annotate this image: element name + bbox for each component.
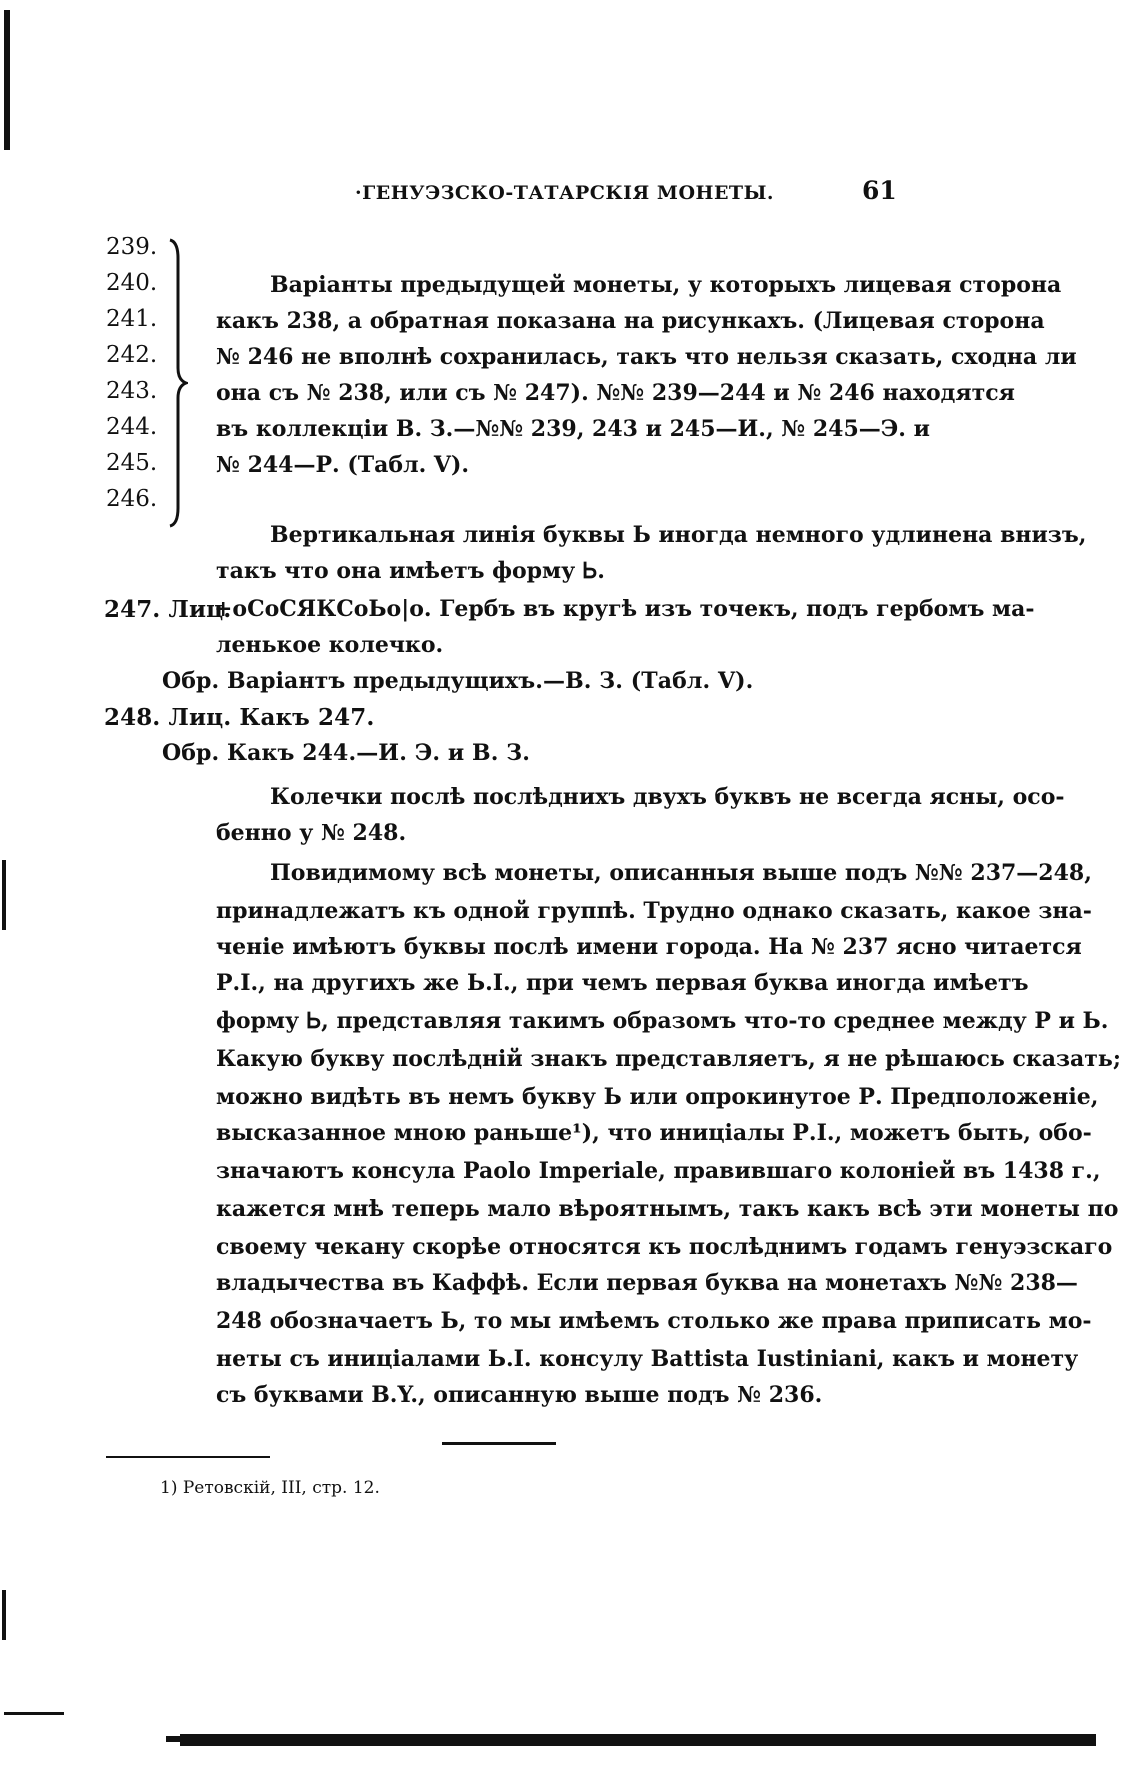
text-line: высказанное мною раньше¹), что иниціалы Р.І., можетъ быть, обо-	[216, 1120, 1092, 1146]
text-line: владычества въ Каффѣ. Если первая буква на монетахъ №№ 238—	[216, 1270, 1078, 1296]
footnote-rule	[106, 1456, 270, 1458]
text-line: ченіе имѣютъ буквы послѣ имени города. На № 237 ясно читается	[216, 934, 1082, 960]
text-line: неты съ иниціалами Ь.І. консулу Battista Iustiniani, какъ и монету	[216, 1346, 1079, 1372]
text-line: Повидимому всѣ монеты, описанныя выше подъ №№ 237—248,	[270, 860, 1092, 886]
text-line: кажется мнѣ теперь мало вѣроятнымъ, такъ какъ всѣ эти монеты по	[216, 1196, 1119, 1222]
item-number: 246.	[106, 486, 158, 512]
grouping-brace	[166, 238, 188, 528]
text-line: +оСоСЯКСоЬо|о. Гербъ въ кругѣ изъ точекъ, подъ гербомъ ма-	[214, 596, 1035, 622]
text-line: Варіанты предыдущей монеты, у которыхъ лицевая сторона	[270, 272, 1062, 298]
entry-label-247: 247. Лиц.	[104, 596, 232, 623]
margin-mark	[4, 1712, 64, 1715]
item-number: 243.	[106, 378, 158, 404]
item-number: 239.	[106, 234, 158, 260]
text-line: своему чекану скорѣе относятся къ послѣднимъ годамъ генуэзскаго	[216, 1234, 1113, 1260]
text-line: Какую букву послѣдній знакъ представляетъ, я не рѣшаюсь сказать;	[216, 1046, 1121, 1072]
text-line: № 246 не вполнѣ сохранилась, такъ что нельзя сказать, сходна ли	[216, 344, 1077, 370]
text-line: № 244—Р. (Табл. V).	[216, 452, 470, 478]
section-divider	[442, 1442, 556, 1445]
text-line: ленькое колечко.	[216, 632, 444, 658]
entry-reverse-247: Обр. Варіантъ предыдущихъ.—В. З. (Табл. V).	[162, 668, 754, 694]
text-line: такъ что она имѣетъ форму Ꮟ.	[216, 558, 605, 584]
item-number: 245.	[106, 450, 158, 476]
margin-mark	[4, 10, 10, 150]
margin-mark	[2, 1590, 6, 1640]
text-line: бенно у № 248.	[216, 820, 407, 846]
entry-label-248: 248. Лиц. Какъ 247.	[104, 704, 375, 731]
item-number: 242.	[106, 342, 158, 368]
text-line: форму Ꮟ, представляя такимъ образомъ что-то среднее между Р и Ь.	[216, 1008, 1109, 1034]
margin-mark	[2, 860, 6, 930]
text-line: съ буквами В.Y., описанную выше подъ № 236.	[216, 1382, 823, 1408]
item-number: 244.	[106, 414, 158, 440]
entry-reverse-248: Обр. Какъ 244.—И. Э. и В. З.	[162, 740, 530, 766]
item-number: 241.	[106, 306, 158, 332]
text-line: 248 обозначаетъ Ь, то мы имѣемъ столько же права приписать мо-	[216, 1308, 1092, 1334]
text-line: она съ № 238, или съ № 247). №№ 239—244 и № 246 находятся	[216, 380, 1015, 406]
text-line: значаютъ консула Paolo Imperiale, правившаго колоніей въ 1438 г.,	[216, 1158, 1101, 1184]
footnote: 1) Ретовскій, III, стр. 12.	[160, 1478, 380, 1498]
text-line: Вертикальная линія буквы Ь иногда немного удлинена внизъ,	[270, 522, 1087, 548]
item-number: 240.	[106, 270, 158, 296]
text-line: въ коллекціи В. З.—№№ 239, 243 и 245—И., № 245—Э. и	[216, 416, 930, 442]
text-line: можно видѣть въ немъ букву Ь или опрокинутое Р. Предположеніе,	[216, 1084, 1099, 1110]
page-number: 61	[862, 176, 897, 205]
text-line: принадлежатъ къ одной группѣ. Трудно однако сказать, какое зна-	[216, 898, 1092, 924]
scan-edge-bar	[180, 1734, 1096, 1746]
text-line: Колечки послѣ послѣднихъ двухъ буквъ не всегда ясны, осо-	[270, 784, 1065, 810]
text-line: какъ 238, а обратная показана на рисункахъ. (Лицевая сторона	[216, 308, 1045, 334]
text-line: Р.І., на другихъ же Ь.І., при чемъ первая буква иногда имѣетъ	[216, 970, 1029, 996]
running-header: ·ГЕНУЭЗСКО-ТАТАРСКІЯ МОНЕТЫ.	[355, 182, 775, 204]
